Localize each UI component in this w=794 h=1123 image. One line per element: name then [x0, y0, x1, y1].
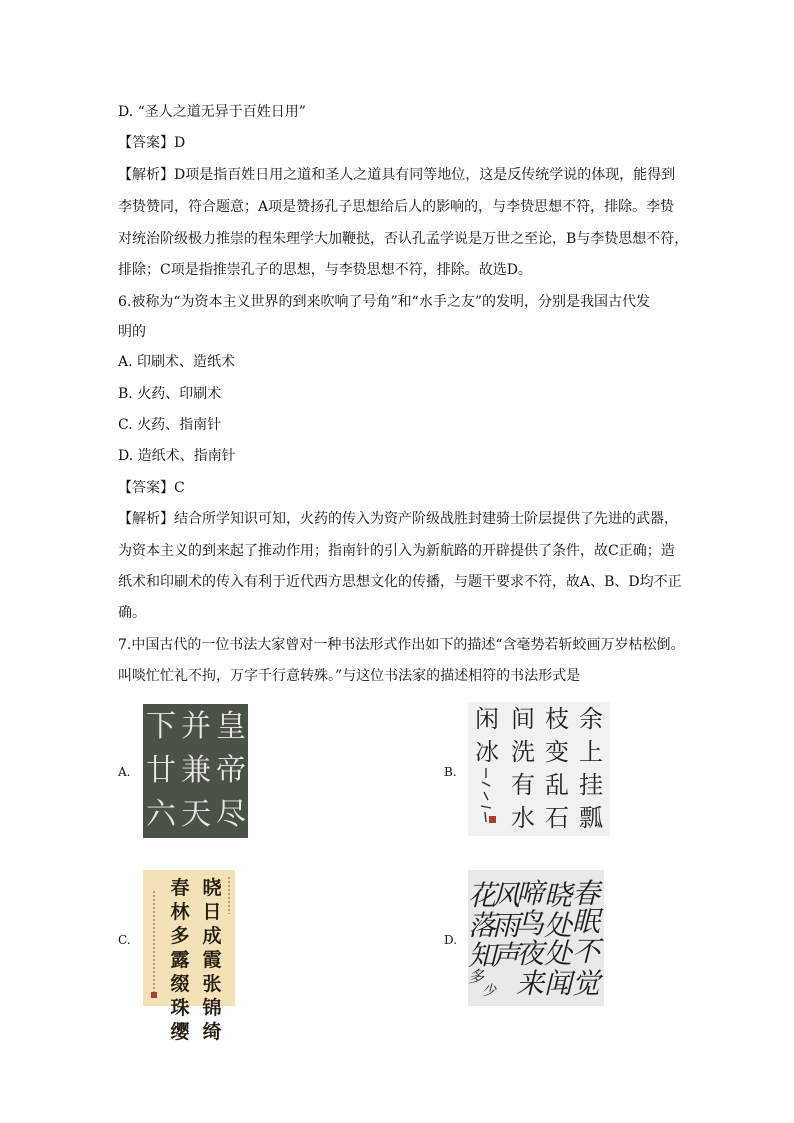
q6-option-a: A. 印刷术、造纸术	[118, 354, 236, 370]
q6-stem-line: 6.被称为“为资本主义世界的到来吹响了号角”和“水手之友”的发明，分别是我国古代发	[118, 294, 650, 310]
seal-char: 兼	[181, 753, 211, 788]
clerical-script-image	[468, 702, 610, 836]
cursive-char: 来	[516, 967, 545, 1000]
cursive-char: 落	[468, 909, 497, 942]
clerical-char: 冰	[475, 738, 499, 766]
q6-option-c: C. 火药、指南针	[118, 417, 222, 433]
clerical-char: 枝	[545, 705, 569, 733]
couplet-inscription	[225, 876, 233, 916]
option-b-label: B.	[444, 765, 457, 779]
cursive-char: 春	[572, 877, 601, 910]
signature-mark	[474, 766, 500, 826]
q6-option-d: D. 造纸术、指南针	[118, 448, 236, 464]
cursive-char: 晓	[544, 879, 573, 912]
option-c-label: C.	[118, 933, 131, 947]
q5-analysis-line: 对统治阶级极力推崇的程朱理学大加鞭挞，否认孔孟学说是万世之至论，B与李贽思想不符，	[118, 231, 689, 247]
cursive-char: 觉	[572, 967, 601, 1000]
q5-analysis-line: 排除；C项是指推崇孔子的思想，与李贽思想不符，排除。故选D。	[118, 262, 532, 278]
seal-char: 帝	[216, 753, 246, 788]
cursive-char: 闻	[544, 967, 573, 1000]
clerical-char: 乱	[545, 771, 569, 799]
clerical-char: 洗	[511, 738, 535, 766]
clerical-char: 间	[511, 705, 535, 733]
q6-stem-line: 明的	[118, 324, 146, 340]
cursive-script-image	[468, 870, 604, 1006]
cursive-char: 鸟	[516, 907, 545, 940]
cursive-char: 不	[572, 935, 601, 968]
clerical-char: 上	[579, 738, 603, 766]
clerical-char: 石	[545, 804, 569, 832]
seal-char: 六	[146, 797, 176, 832]
cursive-char: 夜	[516, 937, 545, 970]
q6-analysis-line: 纸术和印刷术的传入有利于近代西方思想文化的传播，与题干要求不符，故A、B、D均不正	[118, 574, 682, 590]
couplet-left-column: 春 林 多 露 缀 珠 缨	[170, 877, 190, 1043]
q6-analysis-line: 确。	[118, 605, 146, 621]
clerical-char: 变	[545, 738, 569, 766]
q5-answer: 【答案】D	[118, 135, 186, 151]
cursive-char: 花	[468, 879, 497, 912]
seal-char: 皇	[216, 709, 246, 744]
seal-script-image	[143, 704, 248, 838]
clerical-char: 瓢	[579, 804, 603, 832]
cursive-char: 声	[492, 939, 521, 972]
seal-char: 廿	[146, 753, 176, 788]
seal-char: 下	[146, 709, 176, 744]
cursive-char: 知	[468, 939, 497, 972]
option-a-label: A.	[118, 765, 131, 779]
clerical-char: 余	[579, 705, 603, 733]
q6-option-b: B. 火药、印刷术	[118, 386, 222, 402]
cursive-char: 风	[492, 879, 521, 912]
clerical-char: 水	[511, 804, 535, 832]
q7-stem-line: 叫啖忙忙礼不拘，万字千行意转殊。”与这位书法家的描述相符的书法形式是	[118, 668, 581, 684]
cursive-char: 眠	[572, 905, 601, 938]
option-d-label: D.	[444, 933, 458, 947]
cursive-char: 处	[544, 909, 573, 942]
seal-char: 尽	[216, 797, 246, 832]
q7-stem-line: 7.中国古代的一位书法大家曾对一种书法形式作出如下的描述“含毫势若斩蛟画万岁枯松倒。	[118, 637, 685, 653]
q6-analysis-line: 为资本主义的到来起了推动作用；指南针的引入为新航路的开辟提供了条件，故C正确；造	[118, 543, 675, 559]
q5-analysis-line: 【解析】D项是指百姓日用之道和圣人之道具有同等地位，这是反传统学说的体现，能得到	[118, 167, 676, 183]
clerical-char: 有	[511, 771, 535, 799]
cursive-char: 雨	[492, 909, 521, 942]
cursive-char: 处	[544, 937, 573, 970]
cursive-char: 多	[468, 967, 485, 986]
clerical-char: 挂	[579, 771, 603, 799]
couplet-signature	[149, 890, 159, 1000]
seal-char: 并	[181, 709, 211, 744]
seal-char: 天	[181, 797, 211, 832]
cursive-char: 啼	[516, 877, 545, 910]
clerical-char: 闲	[475, 705, 499, 733]
q6-answer: 【答案】C	[118, 480, 185, 496]
regular-script-couplet-image	[143, 870, 235, 1043]
couplet-right-column: 晓 日 成 霞 张 锦 绮	[202, 877, 222, 1043]
q6-analysis-line: 【解析】结合所学知识可知，火药的传入为资产阶级战胜封建骑士阶层提供了先进的武器，	[118, 511, 678, 527]
q5-option-d: D. “圣人之道无异于百姓日用”	[118, 104, 306, 120]
cursive-char: 少	[482, 983, 496, 999]
q5-analysis-line: 李贽赞同，符合题意；A项是赞扬孔子思想给后人的影响的，与李贽思想不符，排除。李贽	[118, 199, 675, 215]
